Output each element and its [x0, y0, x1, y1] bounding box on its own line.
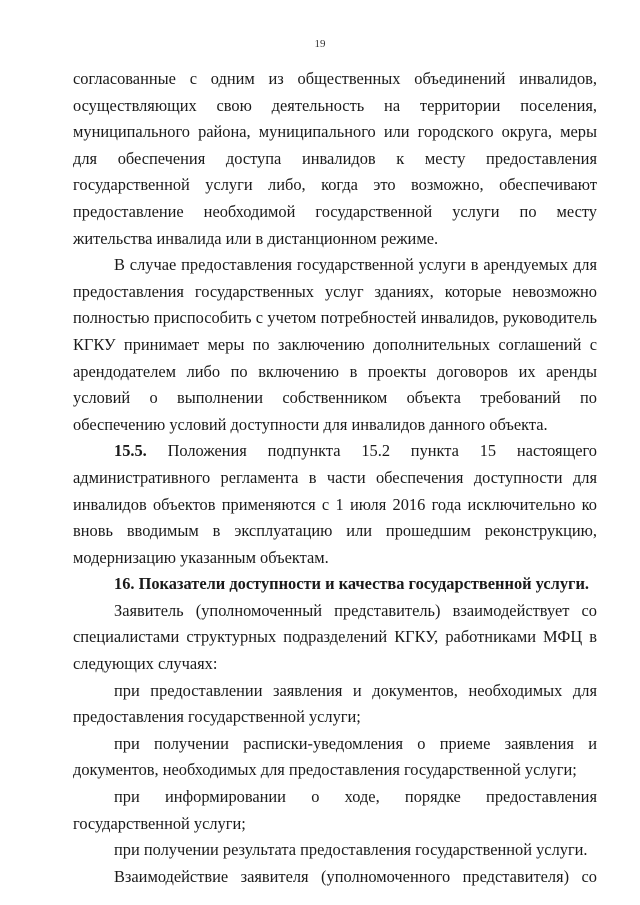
document-body	[73, 66, 597, 890]
list-item-receipt: при получении расписки-уведомления о приеме заявления и документов, необходимых для предоставления государственной услуги;	[73, 733, 597, 780]
paragraph-continuation: согласованные с одним из общественных объединений инвалидов, осуществляющих свою деятельность на территории поселения, муниципального района, муниципального или городского округа, меры для обеспечения доступа инвалидов к месту предоставления государственной услуги либо, когда это возможно, обеспечивают предоставление необходимой государственной услуги по месту жительства инвалида или в дистанционном режиме.	[73, 69, 597, 248]
paragraph-leased-buildings: В случае предоставления государственной услуги в арендуемых для предоставления государственных услуг зданиях, которые невозможно полностью приспособить с учетом потребностей инвалидов, руководитель КГКУ принимает меры по заключению дополнительных соглашений с арендодателем либо по включению в проекты договоров их аренды условий о выполнении собственником объекта требований по обеспечению условий доступности для инвалидов данного объекта.	[73, 255, 597, 434]
clause-text: Положения подпункта 15.2 пункта 15 настоящего административного регламента в части обеспечения доступности для инвалидов объектов применяются с 1 июля 2016 года исключительно ко вновь вводимым в эксплуатацию или прошедшим реконструкцию, модернизацию указанным объектам.	[73, 441, 597, 567]
list-item-submission: при предоставлении заявления и документов, необходимых для предоставления государственной услуги;	[73, 680, 597, 727]
list-item-informing: при информировании о ходе, порядке предоставления государственной услуги;	[73, 787, 597, 833]
paragraph-interaction-start: Взаимодействие заявителя (уполномоченного представителя) со	[114, 866, 597, 886]
section-heading-16: 16. Показатели доступности и качества государственной услуги.	[114, 574, 590, 594]
paragraph-15-5	[73, 438, 597, 571]
list-item-result: при получении результата предоставления государственной услуги.	[114, 840, 588, 860]
clause-number: 15.5.	[114, 441, 147, 461]
paragraph-interaction-cases: Заявитель (уполномоченный представитель) взаимодействует со специалистами структурных подразделений КГКУ, работниками МФЦ в следующих случаях:	[73, 600, 597, 674]
page-number: 19	[314, 38, 326, 50]
